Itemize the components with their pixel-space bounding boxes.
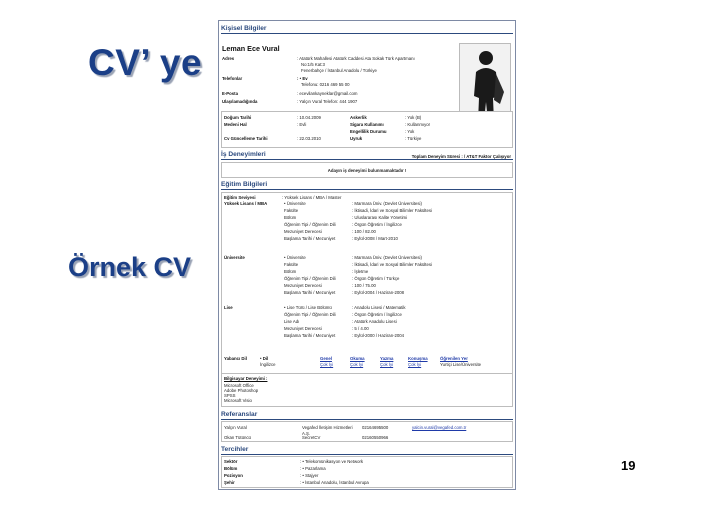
education-detail-row: Mezuniyet Derecesi : 100 / 82.00: [284, 229, 376, 234]
personal-details-panel: Doğum Tarihi : 10.04.2009 Askerlik : Yok (B) Medeni Hal : Evli Sigara Kullanımı : Kullanmıyor Engellilik Durumu : Yok Cv Güncelleme Tarihi : 22.03.2010 Uyruk : Türkiye: [221, 111, 513, 148]
experience-message: Adayın iş deneyimi bulunmamaktadır !: [327, 168, 407, 173]
language-header-row: Yabancı Dil • Dil Genel Okuma Yazma Konuşma Öğrenilen Yer: [224, 356, 468, 361]
education-detail-row: • Üniversite : Marmara Üniv. (Devlet Üniversitesi): [284, 255, 422, 260]
slide-title: CV’ ye: [88, 42, 203, 83]
education-detail-row: • Üniversite : Marmara Üniv. (Devlet Üniversitesi): [284, 201, 422, 206]
education-detail-row: Öğrenim Tipi / Öğrenim Dili : Örgün Öğretim / İngilizce: [284, 312, 402, 317]
contact-row: Ulaşılamadığında : Yalçın Vural Telefon: 444 1907: [222, 99, 358, 104]
phone-row: Telefonlar : • Ev: [222, 76, 308, 81]
references-heading: Referanslar: [221, 411, 513, 420]
preferences-heading: Tercihler: [221, 446, 513, 455]
education-detail-row: Başlama Tarihi / Mezuniyet : Eylül-2000 / Haziran-2004: [284, 333, 405, 338]
education-detail-row: Öğrenim Tipi / Öğrenim Dili : Örgün Öğretim / Türkçe: [284, 276, 400, 281]
language-row: İngilizce Çok İyi Çok İyi Çok İyi Çok İyi Yurtiçi Lise/Üniversite: [260, 362, 482, 367]
email-row: E-Posta : ecevilankayneklar@gmail.com: [222, 91, 358, 96]
address-row: Adres : Atatürk Mahallesi Atatürk Caddesi Ata Sokak Türk Apartmanı: [222, 56, 415, 61]
education-detail-row: Bölüm : Uluslararası Kalite Yönetimi: [284, 215, 408, 220]
education-detail-row: Fakülte : İktisadi, İdari ve Sosyal Bilimler Fakültesi: [284, 262, 432, 267]
page-number: 19: [621, 458, 636, 473]
experience-panel: [221, 162, 513, 178]
education-detail-row: Fakülte : İktisadi, İdari ve Sosyal Bilimler Fakültesi: [284, 208, 432, 213]
education-detail-row: Başlama Tarihi / Mezuniyet : Eylül-2004 / Haziran-2008: [284, 290, 405, 295]
education-panel: Eğitim Seviyesi : Yüksek Lisans / MBA / Master Yüksek Lisans / MBA • Üniversite : Marmara Üniv. (Devlet Üniversitesi) Fakülte : İktisadi, İdari ve Sosyal Bilimler Fakültesi Bölüm : Uluslararası Kalite Yönetimi Öğrenim Tipi / Öğrenim Dili : Örgün Öğretim / İngilizce Mezuniyet Derecesi : 100 / 82.00 Başlama Tarihi / Mezuniyet : Eylül-2008 / Mart-2010 Üniversite • Üniversite : Marmara Üniv. (Devlet Üniversitesi) Fakülte : İktisadi, İdari ve Sosyal Bilimler Fakültesi Bölüm : İşletme Öğrenim Tipi / Öğrenim Dili : Örgün Öğretim / Türkçe Mezuniyet Derecesi : 100 / 75.00 Başlama Tarihi / Mezuniyet : Eylül-2004 / Haziran-2008 Lise • Lise Türü / Lise Bölümü : Anadolu Lisesi / Matematik Öğrenim Tipi / Öğrenim Dili : Örgün Öğretim / İngilizce Lise Adı : Atatürk Anadolu Lisesi Mezuniyet Derecesi : 5 / 4.00 Başlama Tarihi / Mezuniyet : Eylül-2000 / Haziran-2004 Yabancı Dil • Dil Genel Okuma Yazma Konuşma Öğrenilen Yer İngilizce Çok İyi Çok İyi Çok İyi Çok İyi Yurtiçi Lise/Üniversite: [221, 192, 513, 385]
education-detail-row: Başlama Tarihi / Mezuniyet : Eylül-2008 / Mart-2010: [284, 236, 398, 241]
computer-panel: Bilgisayar Deneyimi : Microsoft Office Adobe Photoshop SPSS Microsoft Visio: [221, 373, 513, 407]
preferences-panel: Sektör : • Telekomünikasyon ve Network Bölüm : • Pazarlama Pozisyon : • Stajyer Şehir : • İstanbul Anadolu, İstanbul Avrupa: [221, 456, 513, 488]
experience-heading: İş Deneyimleri: [221, 151, 513, 160]
references-panel: Yalçın Vural Vegafed İletişim Hizmetleri A.Ş. 02164695500 yalcin.vural@vegafed.com.tr Okan Tütüncü SecretCV 02160550966: [221, 421, 513, 442]
education-detail-row: Öğrenim Tipi / Öğrenim Dili : Örgün Öğretim / İngilizce: [284, 222, 402, 227]
education-detail-row: Mezuniyet Derecesi : 5 / 4.00: [284, 326, 369, 331]
candidate-name: Leman Ece Vural: [222, 44, 280, 53]
education-detail-row: Bölüm : İşletme: [284, 269, 369, 274]
education-heading: Eğitim Bilgileri: [221, 181, 513, 190]
experience-total: Toplam Deneyim Süresi : / AT&T Faktor Çalışıyor: [411, 154, 511, 159]
education-detail-row: Lise Adı : Atatürk Anadolu Lisesi: [284, 319, 397, 324]
personal-heading: Kişisel Bilgiler: [221, 25, 513, 34]
education-detail-row: Mezuniyet Derecesi : 100 / 75.00: [284, 283, 376, 288]
education-detail-row: • Lise Türü / Lise Bölümü : Anadolu Lisesi / Matematik: [284, 305, 406, 310]
slide-subtitle: Örnek CV: [68, 252, 192, 282]
cv-document: Kişisel Bilgiler Leman Ece Vural Adres : Atatürk Mahallesi Atatürk Caddesi Ata Sokak Türk Apartmanı No:1/5 Kat:3 Fenerbahçe / İstanbul Anadolu / Türkiye Telefonlar : • Ev Telefonu: 0216 469 55 00 E-Posta : ecevilankayneklar@gmail.com Ulaşılamadığında : Yalçın Vural Telefon: 444 1907 Doğum Tarihi : 10.04.2009 Askerlik : Yok (B) Medeni Hal : Evli Sigara Kullanımı : Kullanmıyor Engellilik Durumu : Yok Cv Güncelleme Tarihi : 22.03.2010 Uyruk : Türkiye İş Deneyimleri Toplam Deneyim Süresi : / AT&T Faktor Çalışıyor Adayın iş deneyimi bulunmamaktadır ! Eğitim Bilgileri Eğitim Seviyesi : Yüksek Lisans / MBA / Master Yüksek Lisans / MBA • Üniversite : Marmara Üniv. (Devlet Üniversitesi) Fakülte : İktisadi, İdari ve Sosyal Bilimler Fakültesi Bölüm : Uluslararası Kalite Yönetimi Öğrenim Tipi / Öğrenim Dili : Örgün Öğretim / İngilizce Mezuniyet Derecesi : 100 / 82.00 Başlama Tarihi / Mezuniyet : Eylül-2008 / Mart-2010 Üniversite • Üniversite : Marmara Üniv. (Devlet Üniversitesi) Fakülte : İktisadi, İdari ve Sosyal Bilimler Fakültesi Bölüm : İşletme Öğrenim Tipi / Öğrenim Dili : Örgün Öğretim / Türkçe Mezuniyet Derecesi : 100 / 75.00 Başlama Tarihi / Mezuniyet : Eylül-2004 / Haziran-2008 Lise • Lise Türü / Lise Bölümü : Anadolu Lisesi / Matematik Öğrenim Tipi / Öğrenim Dili : Örgün Öğretim / İngilizce Lise Adı : Atatürk Anadolu Lisesi Mezuniyet Derecesi : 5 / 4.00 Başlama Tarihi / Mezuniyet : Eylül-2000 / Haziran-2004 Yabancı Dil • Dil Genel Okuma Yazma Konuşma Öğrenilen Yer İngilizce Çok İyi Çok İyi Çok İyi Çok İyi Yurtiçi Lise/Üniversite Bilgisayar Deneyimi : Microsoft Office Adobe Photoshop SPSS Microsoft Visio Referanslar Yalçın Vural Vegafed İletişim Hizmetleri A.Ş. 02164695500 yalcin.vural@vegafed.com.tr Okan Tütüncü SecretCV 02160550966 Tercihler Sektör : • Telekomünikasyon ve Network Bölüm : • Pazarlama Pozisyon : • Stajyer Şehir : • İstanbul Anadolu, İstanbul Avrupa: [218, 20, 516, 490]
